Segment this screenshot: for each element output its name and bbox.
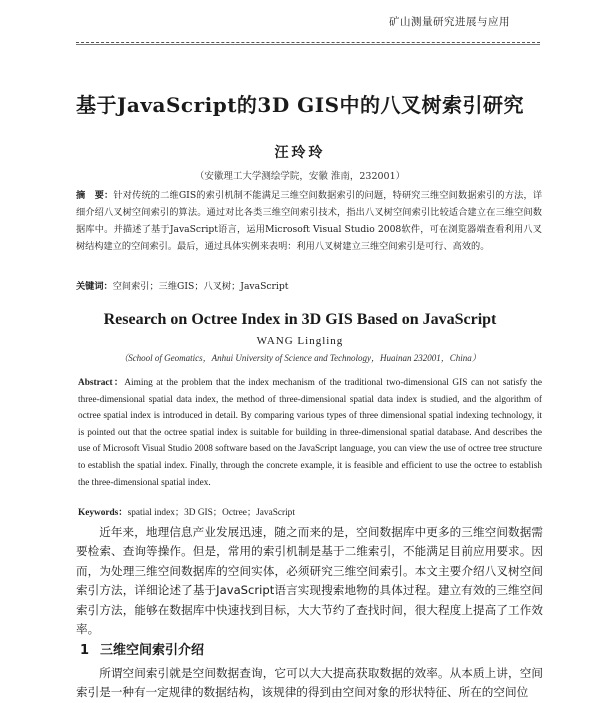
abstract-chinese-text: 针对传统的二维GIS的索引机制不能满足三维空间数据索引的问题，特研究三维空间数据索引的方法，详细介绍八叉树空间索引的算法。通过对比各类三维空间索引技术，指出八叉树空间索引比较适合建立在三维空间数据库中。并描述了基于JavaScript语言，运用Microsoft Visual Studio 2008软件，可在浏览器端查看利用八叉树结构建立的空间索引。最后，通过具体实例来表明：利用八叉树建立三维空间索引是可行、高效的。 <box>76 190 543 252</box>
keywords-english-text: spatial index；3D GIS；Octree；JavaScript <box>127 508 295 518</box>
author-english: WANG Lingling <box>256 335 344 347</box>
affiliation-english: （School of Geomatics，Anhui University of Science and Technology，Huainan 232001，China） <box>119 353 481 363</box>
abstract-english-text: Aiming at the problem that the index mechanism of the traditional two-dimensional GIS can not satisfy the three-dimensional spatial data index, the method of three-dimensional spatial data index is studied, and the algorithm of octree spatial index is introduced in detail. By comparing various types of three dimensional spatial indexing technology, it is pointed out that the octree spatial index is suitable for building in three-dimensional spatial database. And describes the use of Microsoft Visual Studio 2008 software based on the JavaScript language, you can view the use of octree tree structure to establish the spatial index. Finally, through the concrete example, it is feasible and efficient to use the octree to establish the three-dimensional spatial index. <box>78 378 542 488</box>
section-title: 三维空间索引介绍 <box>100 643 205 658</box>
section-number: 1 <box>80 643 90 658</box>
section-body: 所谓空间索引就是空间数据查询，它可以大大提高获取数据的效率。从本质上讲，空间索引是一种有一定规律的数据结构，该规律的得到由空间对象的形状特征、所在的空间位 <box>76 666 543 700</box>
abstract-chinese-label: 摘 要： <box>76 190 114 201</box>
section-heading <box>80 639 204 658</box>
header-rule-solid <box>76 44 540 45</box>
abstract-chinese <box>76 187 542 255</box>
affiliation-chinese: （安徽理工大学测绘学院，安徽 淮南，232001） <box>194 171 406 182</box>
keywords-chinese <box>76 278 542 292</box>
keywords-english-label: Keywords： <box>78 508 128 518</box>
author-chinese: 汪玲玲 <box>274 145 326 161</box>
abstract-english-label: Abstract： <box>78 378 125 388</box>
abstract-english <box>78 375 542 491</box>
keywords-chinese-text: 空间索引；三维GIS；八叉树；JavaScript <box>112 281 289 292</box>
keywords-chinese-label: 关键词： <box>76 281 113 292</box>
title-english: Research on Octree Index in 3D GIS Based on JavaScript <box>103 311 497 328</box>
title-chinese: 基于JavaScript的3D GIS中的八叉树索引研究 <box>75 93 525 117</box>
keywords-english <box>78 504 542 518</box>
intro-paragraph: 近年来，地理信息产业发展迅速，随之而来的是，空间数据库中更多的三维空间数据需要检索、查询等操作。但是，常用的索引机制是基于二维索引，不能满足目前应用要求。因而，为处理三维空间数据库的空间实体，必须研究三维空间索引。本文主要介绍八叉树空间索引方法，详细论述了基于JavaScript语言实现搜索地物的具体过程。建立有效的三维空间索引方法，能够在数据库中快速找到目标，大大节约了查找时间，很大程度上提高了工作效率。 <box>76 525 543 637</box>
journal-header: 矿山测量研究进展与应用 <box>389 16 510 28</box>
header-rule <box>76 42 540 43</box>
